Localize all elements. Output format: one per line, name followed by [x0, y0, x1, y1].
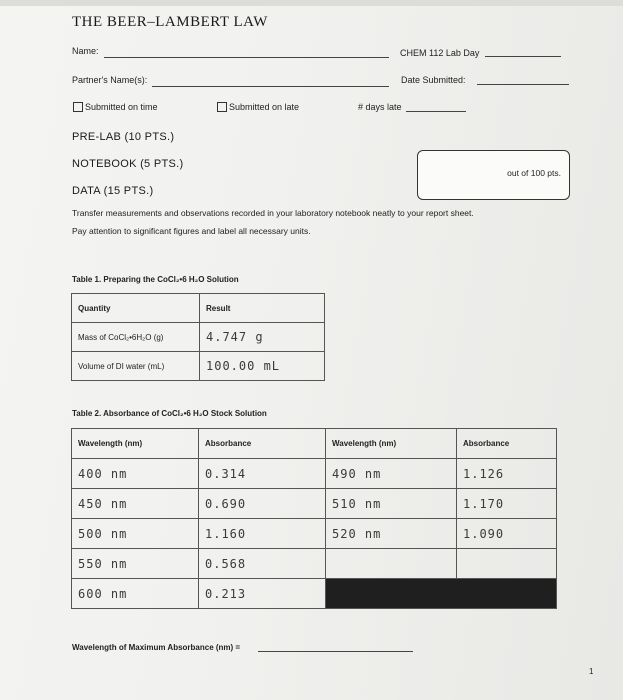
on-time-label: Submitted on time: [85, 102, 158, 112]
table2-cell[interactable]: 1.160: [199, 519, 326, 549]
table2-cell[interactable]: 500 nm: [72, 519, 199, 549]
days-late-field[interactable]: [406, 111, 466, 112]
table2-cell[interactable]: 400 nm: [72, 459, 199, 489]
table2-cell[interactable]: 600 nm: [72, 579, 199, 609]
table1-cell: Volume of DI water (mL): [72, 352, 200, 381]
table2-cell[interactable]: 1.126: [457, 459, 557, 489]
table1-cell: Mass of CoCl₂•6H₂O (g): [72, 323, 200, 352]
instruction-line-1: Transfer measurements and observations recorded in your laboratory notebook neatly to your report sheet.: [72, 208, 474, 218]
table2-header-absorbance: Absorbance: [457, 429, 557, 459]
table2-cell[interactable]: [457, 549, 557, 579]
table2-cell[interactable]: 510 nm: [326, 489, 457, 519]
late-label: Submitted on late: [229, 102, 300, 112]
table2: [71, 428, 557, 609]
table2-header-absorbance: Absorbance: [199, 429, 326, 459]
partner-label: Partner's Name(s):: [72, 75, 148, 85]
instruction-line-2: Pay attention to significant figures and label all necessary units.: [72, 226, 311, 236]
days-late-label: # days late: [358, 102, 402, 112]
table2-cell[interactable]: 550 nm: [72, 549, 199, 579]
prelab-heading: PRE-LAB (10 PTS.): [72, 131, 175, 143]
page-title: THE BEER–LAMBERT LAW: [72, 14, 268, 30]
late-checkbox[interactable]: [217, 102, 227, 112]
table2-header-wavelength: Wavelength (nm): [72, 429, 199, 459]
table1-header-result: Result: [200, 294, 325, 323]
notebook-heading: NOTEBOOK (5 PTS.): [72, 158, 184, 170]
table1-header-quantity: Quantity: [72, 294, 200, 323]
date-field[interactable]: [477, 84, 569, 85]
page-number: 1: [589, 667, 594, 676]
score-box[interactable]: [417, 150, 570, 200]
date-label: Date Submitted:: [401, 75, 466, 85]
table1-value[interactable]: 100.00 mL: [200, 352, 325, 381]
table2-header-wavelength: Wavelength (nm): [326, 429, 457, 459]
table2-cell[interactable]: 1.170: [457, 489, 557, 519]
partner-field[interactable]: [152, 86, 389, 87]
table2-cell[interactable]: [326, 549, 457, 579]
score-box-label: out of 100 pts.: [507, 168, 561, 178]
table1: [71, 293, 325, 381]
table2-cell[interactable]: 0.690: [199, 489, 326, 519]
name-label: Name:: [72, 46, 99, 56]
table2-cell[interactable]: 450 nm: [72, 489, 199, 519]
lab-day-field[interactable]: [485, 56, 561, 57]
top-strip: [0, 0, 623, 6]
table2-caption: Table 2. Absorbance of CoCl₂•6 H₂O Stock Solution: [72, 409, 267, 418]
table2-blocked-cell: [326, 579, 557, 609]
table2-cell[interactable]: 0.314: [199, 459, 326, 489]
data-heading: DATA (15 PTS.): [72, 185, 154, 197]
name-field[interactable]: [104, 57, 389, 58]
on-time-checkbox[interactable]: [73, 102, 83, 112]
max-absorbance-label: Wavelength of Maximum Absorbance (nm) =: [72, 643, 241, 652]
table1-value[interactable]: 4.747 g: [200, 323, 325, 352]
table2-cell[interactable]: 0.213: [199, 579, 326, 609]
table2-cell[interactable]: 0.568: [199, 549, 326, 579]
table1-caption: Table 1. Preparing the CoCl₂•6 H₂O Solution: [72, 275, 239, 284]
course-label: CHEM 112 Lab Day: [400, 48, 480, 58]
max-absorbance-field[interactable]: [258, 651, 413, 652]
table2-cell[interactable]: 490 nm: [326, 459, 457, 489]
table2-cell[interactable]: 520 nm: [326, 519, 457, 549]
table2-cell[interactable]: 1.090: [457, 519, 557, 549]
